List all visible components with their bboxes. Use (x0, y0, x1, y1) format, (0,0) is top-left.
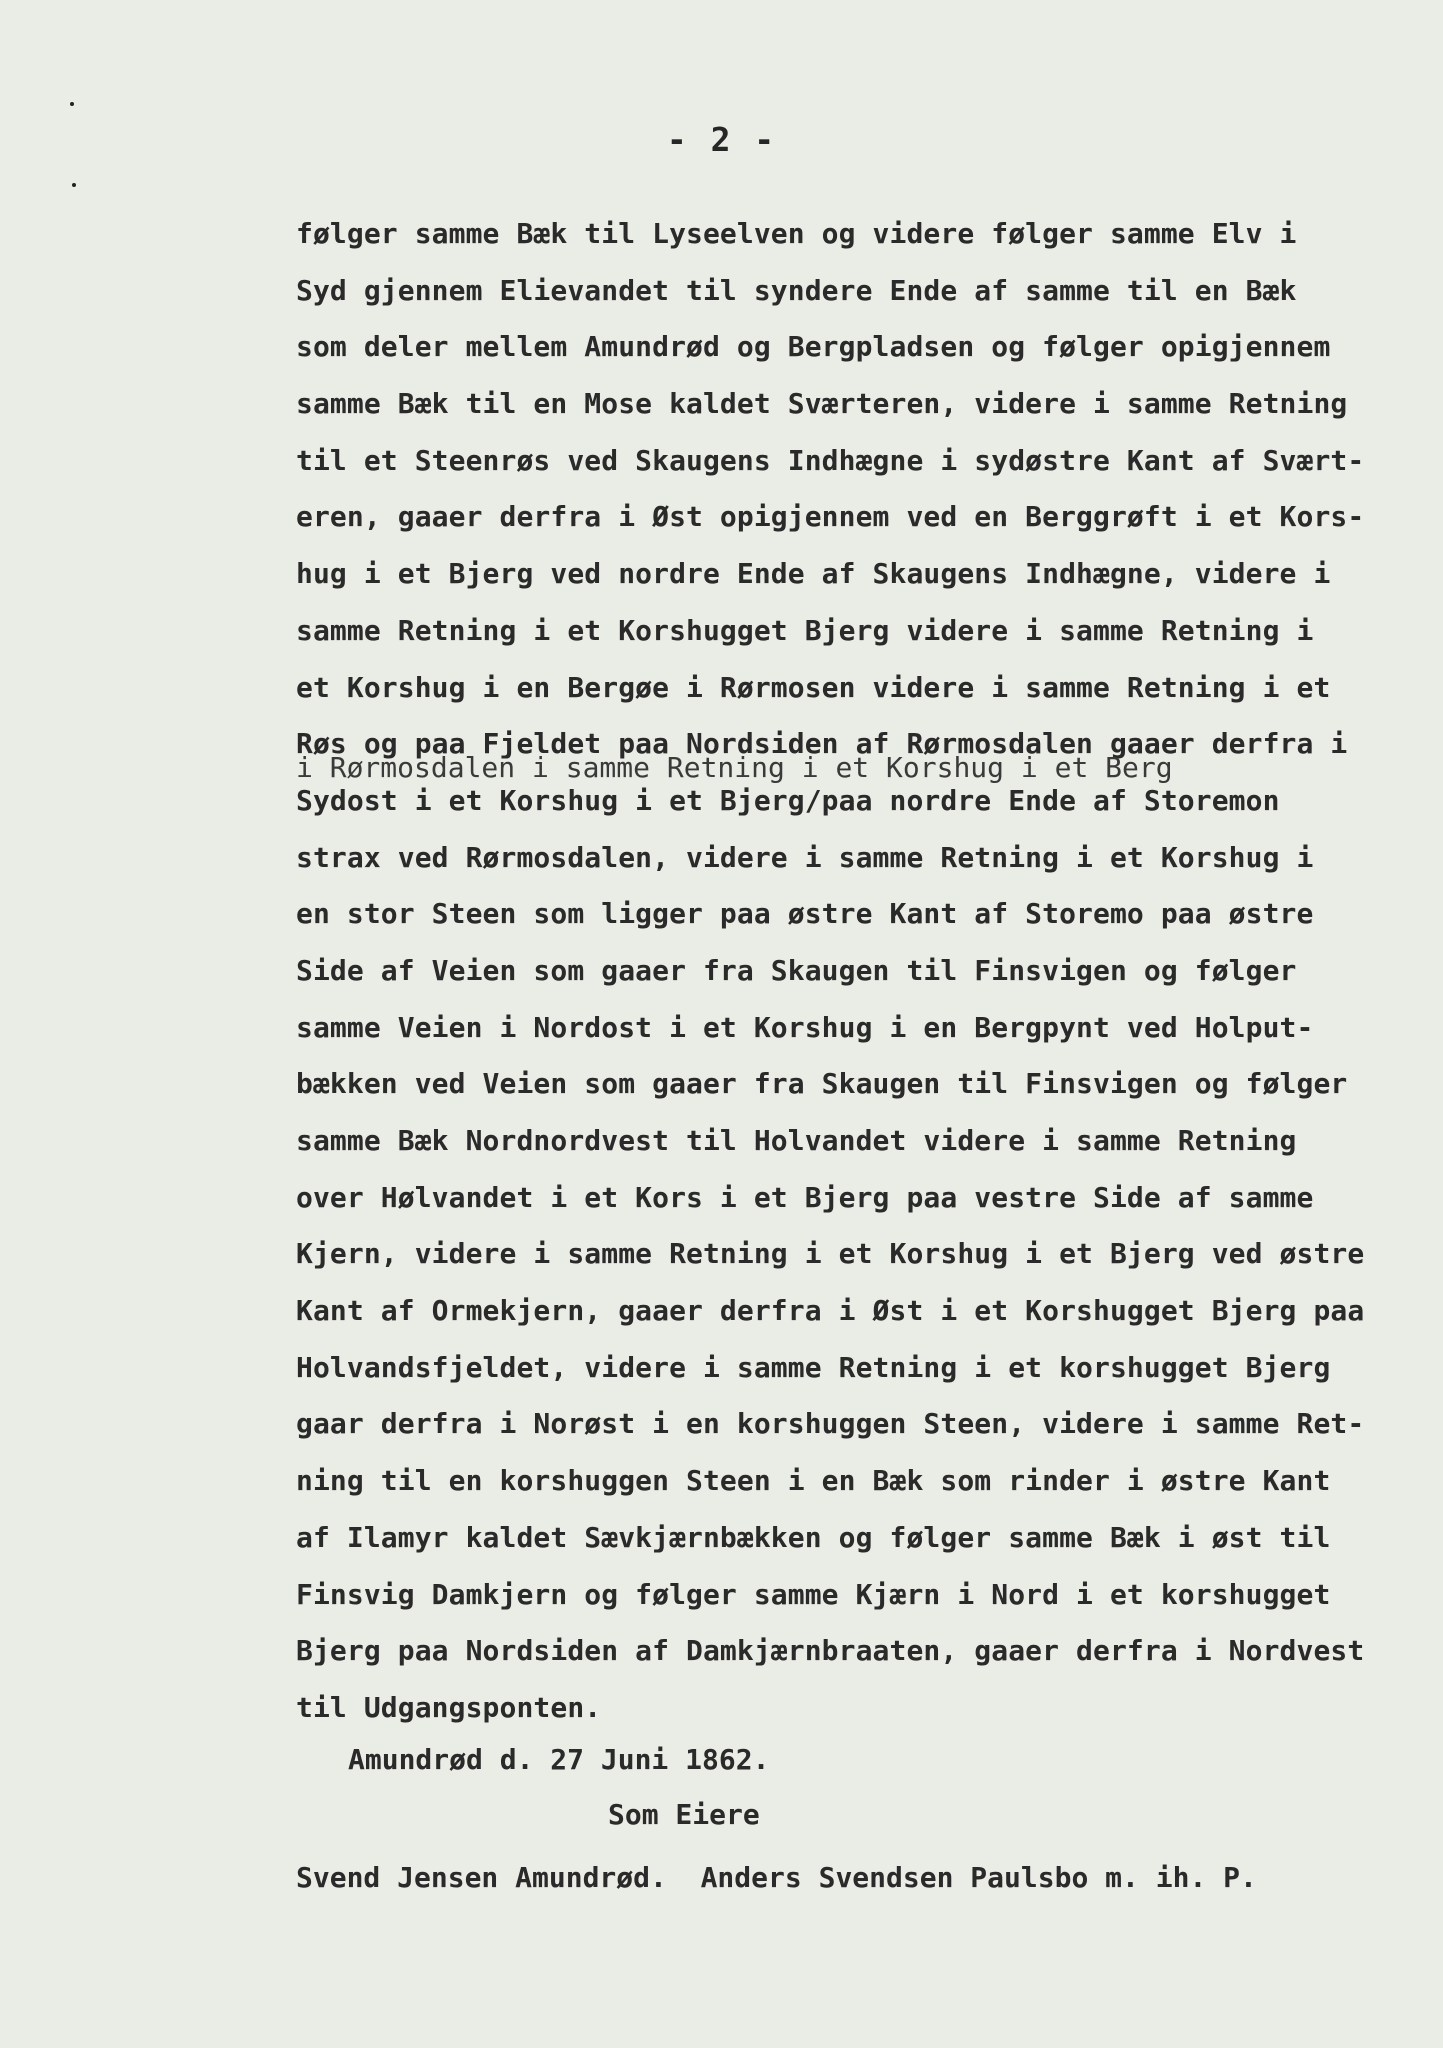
interlinear-insertion: i Rørmosdalen i samme Retning i et Korshug i et Berg (296, 751, 1173, 784)
text-line: Holvandsfjeldet, videre i samme Retning i et korshugget Bjerg (296, 1350, 1331, 1384)
text-line: som deler mellem Amundrød og Bergpladsen og følger opigjennem (296, 330, 1331, 364)
text-line: Røs og paa Fjeldet paa Nordsiden af Rørmosdalen gaaer derfra i (296, 727, 1348, 761)
owners-label: Som Eiere (608, 1798, 760, 1831)
text-line: til et Steenrøs ved Skaugens Indhægne i sydøstre Kant af Svært- (296, 443, 1365, 477)
text-line: samme Bæk Nordnordvest til Holvandet videre i samme Retning (296, 1124, 1297, 1157)
text-line: Kant af Ormekjern, gaaer derfra i Øst i et Korshugget Bjerg paa (296, 1294, 1365, 1328)
text-line: samme Bæk til en Mose kaldet Sværteren, videre i samme Retning (296, 387, 1348, 421)
text-line: bækken ved Veien som gaaer fra Skaugen til Finsvigen og følger (296, 1067, 1348, 1101)
text-line: Sydost i et Korshug i et Bjerg/paa nordre Ende af Storemon (296, 783, 1280, 817)
text-line: af Ilamyr kaldet Sævkjærnbækken og følger samme Bæk i øst til (296, 1520, 1331, 1554)
text-line: eren, gaaer derfra i Øst opigjennem ved en Berggrøft i et Kors- (296, 500, 1365, 534)
text-line: hug i et Bjerg ved nordre Ende af Skaugens Indhægne, videre i (296, 557, 1331, 591)
date-line: Amundrød d. 27 Juni 1862. (348, 1743, 770, 1776)
text-line: Kjern, videre i samme Retning i et Korshug i et Bjerg ved østre (296, 1237, 1365, 1271)
page-number: - 2 - (666, 120, 777, 159)
text-line: over Hølvandet i et Kors i et Bjerg paa vestre Side af samme (296, 1180, 1314, 1214)
text-line: en stor Steen som ligger paa østre Kant af Storemo paa østre (296, 897, 1314, 931)
text-line: Bjerg paa Nordsiden af Damkjærnbraaten, gaaer derfra i Nordvest (296, 1634, 1365, 1668)
margin-mark-bottom (72, 183, 76, 187)
text-line: strax ved Rørmosdalen, videre i samme Retning i et Korshug i (296, 840, 1314, 874)
text-line: gaar derfra i Norøst i en korshuggen Steen, videre i samme Ret- (296, 1407, 1365, 1441)
text-line: Syd gjennem Elievandet til syndere Ende af samme til en Bæk (296, 273, 1297, 307)
text-line: følger samme Bæk til Lyseelven og videre følger samme Elv i (296, 217, 1297, 250)
body-text (296, 206, 1364, 1737)
text-line: Side af Veien som gaaer fra Skaugen til Finsvigen og følger (296, 953, 1297, 987)
text-line: samme Retning i et Korshugget Bjerg videre i samme Retning i (296, 613, 1314, 647)
text-line: et Korshug i en Bergøe i Rørmosen videre i samme Retning i et (296, 670, 1331, 704)
text-line: samme Veien i Nordost i et Korshug i en Bergpynt ved Holput- (296, 1010, 1314, 1044)
margin-mark-top (70, 102, 74, 106)
text-line: Finsvig Damkjern og følger samme Kjærn i Nord i et korshugget (296, 1577, 1331, 1611)
text-line: ning til en korshuggen Steen i en Bæk som rinder i østre Kant (296, 1464, 1331, 1498)
text-line: til Udgangsponten. (296, 1690, 602, 1724)
signatures-line: Svend Jensen Amundrød. Anders Svendsen Paulsbo m. ih. P. (296, 1861, 1257, 1894)
